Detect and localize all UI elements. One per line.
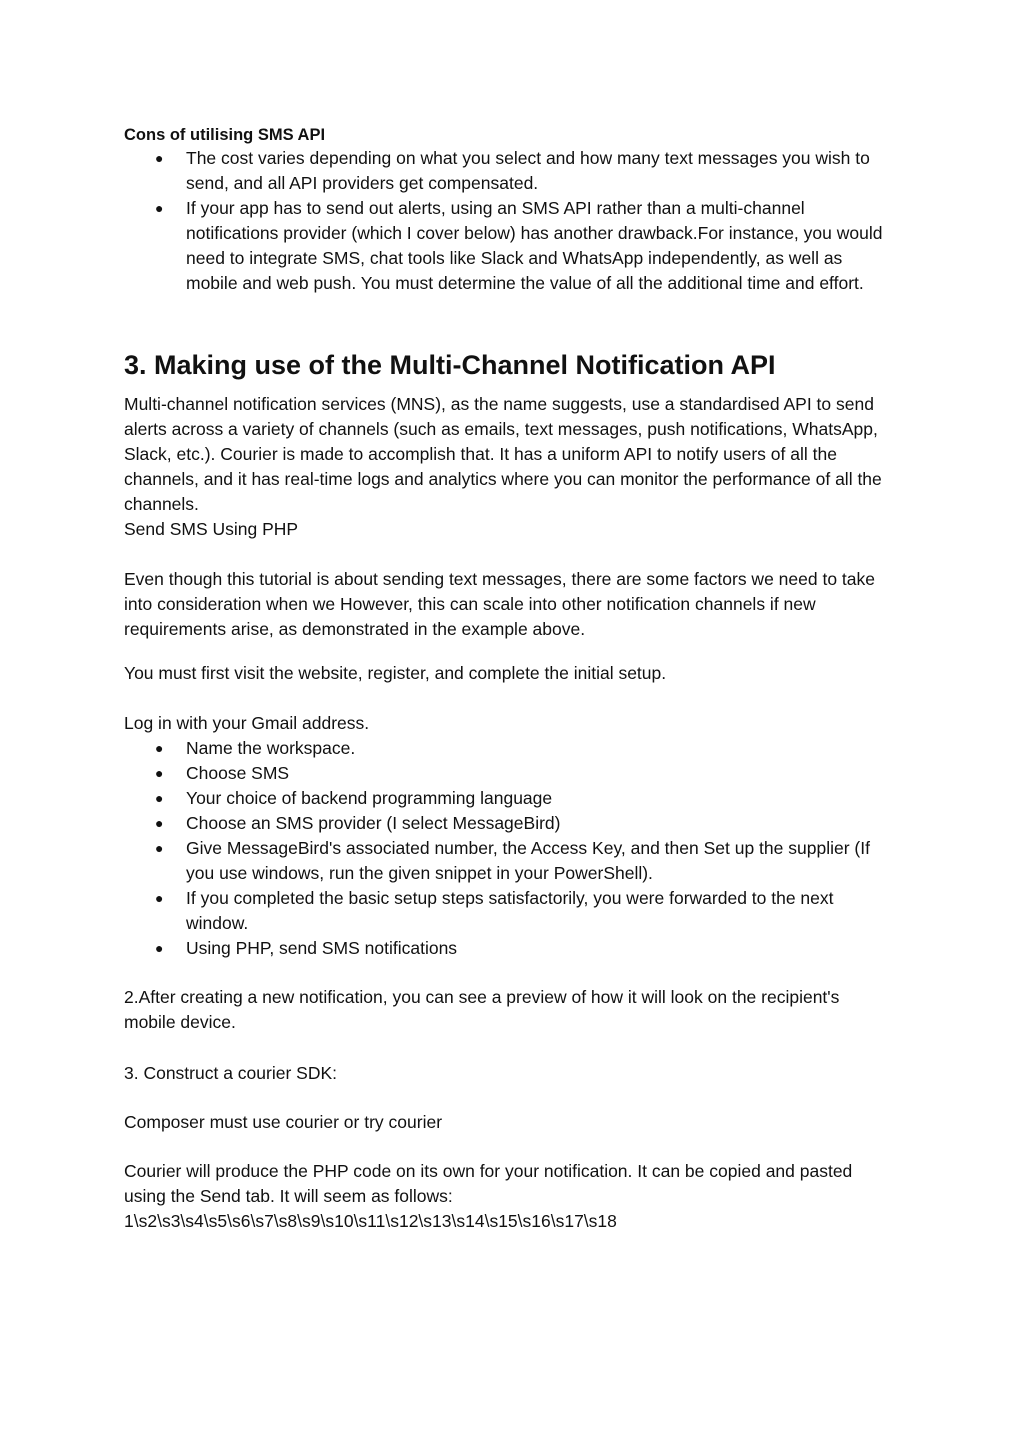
intro-paragraph: Multi-channel notification services (MNS), as the name suggests, use a standardised API to send alerts across a variety of channels (such as emails, text messages, push notifications, WhatsApp, Slack, etc.). Courier is made to accomplish that. It has a uniform API to notify users of all the channels, and it has real-time logs and analytics where you can monitor the performance of all the channels.: [124, 394, 882, 514]
list-item: [124, 836, 894, 886]
bullet-icon: ●: [155, 840, 164, 856]
preview-paragraph: 2.After creating a new notification, you can see a preview of how it will look on the recipient's mobile device.: [124, 987, 840, 1032]
bullet-icon: ●: [155, 790, 164, 806]
list-item-text: Name the workspace.: [186, 738, 356, 758]
list-item: [124, 761, 894, 786]
login-paragraph: Log in with your Gmail address.: [124, 713, 370, 733]
list-item-text: The cost varies depending on what you select and how many text messages you wish to send, and all API providers get compensated.: [186, 148, 870, 193]
list-item: [124, 736, 894, 761]
list-item-text: Using PHP, send SMS notifications: [186, 938, 458, 958]
list-item-text: Choose SMS: [186, 763, 290, 783]
list-item-text: Choose an SMS provider (I select MessageBird): [186, 813, 561, 833]
list-item-text: Give MessageBird's associated number, the Access Key, and then Set up the supplier (If you use windows, run the given snippet in your PowerShell).: [186, 838, 870, 883]
list-item: [124, 786, 894, 811]
bullet-icon: ●: [155, 940, 164, 956]
list-item-text: If your app has to send out alerts, using an SMS API rather than a multi-channel notifications provider (which I cover below) has another drawback.For instance, you would need to integrate SMS, chat tools like Slack and WhatsApp independently, as well as mobile and web push. You must determine the value of all the additional time and effort.: [186, 198, 883, 293]
code-line-numbers: 1\s2\s3\s4\s5\s6\s7\s8\s9\s10\s11\s12\s13\s14\s15\s16\s17\s18: [124, 1211, 617, 1231]
list-item: [124, 196, 894, 296]
bullet-icon: ●: [155, 200, 164, 216]
list-item: [124, 146, 894, 196]
section-heading: 3. Making use of the Multi-Channel Notification API: [124, 350, 776, 380]
list-item-text: Your choice of backend programming language: [186, 788, 553, 808]
cons-label: Cons of utilising SMS API: [124, 126, 326, 144]
list-item: [124, 886, 894, 936]
construct-sdk-paragraph: 3. Construct a courier SDK:: [124, 1063, 337, 1083]
setup-steps-list: [124, 736, 894, 961]
list-item-text: If you completed the basic setup steps satisfactorily, you were forwarded to the next window.: [186, 888, 834, 933]
send-sms-label: Send SMS Using PHP: [124, 519, 299, 539]
setup-paragraph: You must first visit the website, register, and complete the initial setup.: [124, 663, 667, 683]
bullet-icon: ●: [155, 740, 164, 756]
tutorial-paragraph: Even though this tutorial is about sending text messages, there are some factors we need to take into consideration when we However, this can scale into other notification channels if new requirements arise, as demonstrated in the example above.: [124, 569, 875, 639]
page-content: [124, 124, 894, 1234]
bullet-icon: ●: [155, 890, 164, 906]
cons-list: [124, 146, 894, 296]
composer-paragraph: Composer must use courier or try courier: [124, 1112, 443, 1132]
bullet-icon: ●: [155, 150, 164, 166]
courier-code-paragraph: Courier will produce the PHP code on its own for your notification. It can be copied and pasted using the Send tab. It will seem as follows:: [124, 1161, 853, 1206]
bullet-icon: ●: [155, 765, 164, 781]
list-item: [124, 936, 894, 961]
bullet-icon: ●: [155, 815, 164, 831]
list-item: [124, 811, 894, 836]
